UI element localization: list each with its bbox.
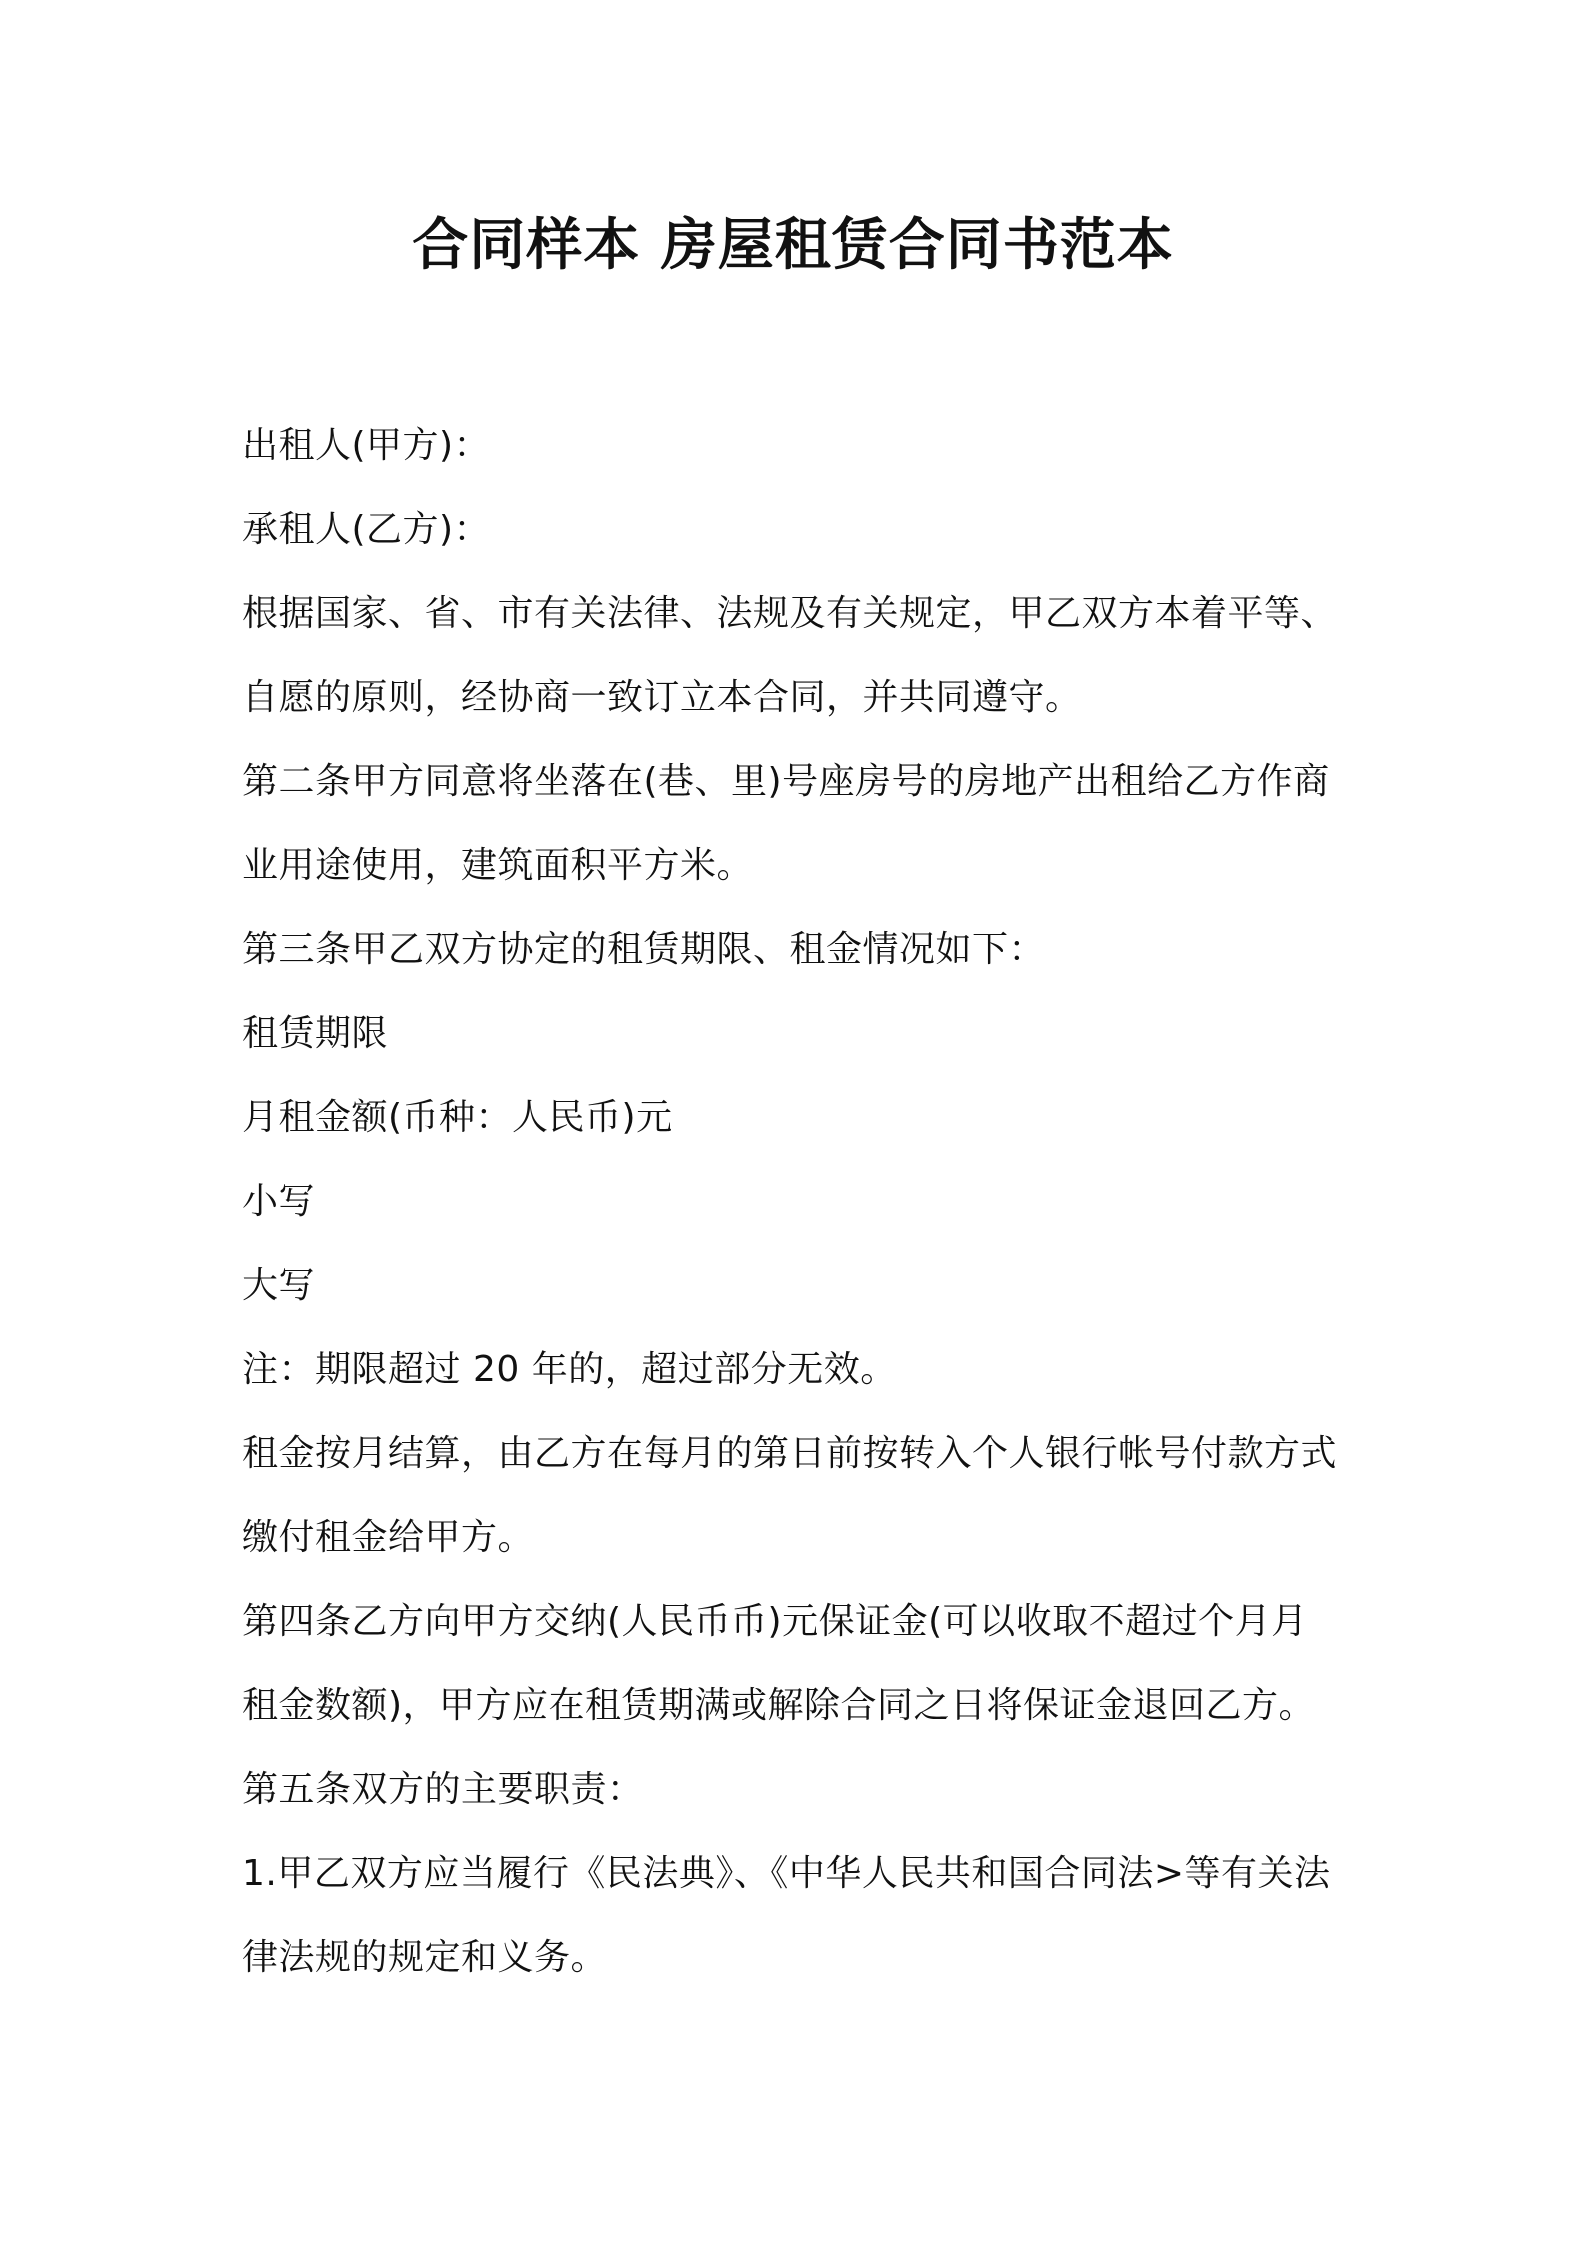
payment-line-2: 缴付租金给甲方。 [242,1517,535,1558]
article-2-line-2: 业用途使用，建筑面积平方米。 [242,845,754,886]
document-body [242,404,1362,2000]
preamble-line-1: 根据国家、省、市有关法律、法规及有关规定，甲乙双方本着平等、 [242,593,1338,634]
party-a-line: 出租人(甲方)： [242,425,491,466]
article-2-line-1: 第二条甲方同意将坐落在(巷、里)号座房号的房地产出租给乙方作商 [242,761,1330,802]
payment-line-1: 租金按月结算，由乙方在每月的第日前按转入个人银行帐号付款方式 [242,1433,1338,1474]
duty-1-line-1: 1.甲乙双方应当履行《民法典》、《中华人民共和国合同法>等有关法 [242,1853,1331,1894]
amount-uppercase-line: 大写 [242,1265,316,1306]
party-b-line: 承租人(乙方)： [242,509,491,550]
amount-lowercase-line: 小写 [242,1181,316,1222]
document-title: 合同样本 房屋租赁合同书范本 [412,213,1174,278]
article-5-heading: 第五条双方的主要职责： [242,1769,644,1810]
duty-1-line-2: 律法规的规定和义务。 [242,1937,608,1978]
article-4-line-2: 租金数额)，甲方应在租赁期满或解除合同之日将保证金退回乙方。 [242,1685,1316,1726]
monthly-rent-line: 月租金额(币种：人民币)元 [242,1097,673,1138]
article-4-line-1: 第四条乙方向甲方交纳(人民币币)元保证金(可以收取不超过个月月 [242,1601,1308,1642]
preamble-line-2: 自愿的原则，经协商一致订立本合同，并共同遵守。 [242,677,1082,718]
note-line: 注：期限超过 20 年的，超过部分无效。 [242,1349,897,1390]
article-3-heading: 第三条甲乙双方协定的租赁期限、租金情况如下： [242,929,1046,970]
lease-term-line: 租赁期限 [242,1013,389,1054]
